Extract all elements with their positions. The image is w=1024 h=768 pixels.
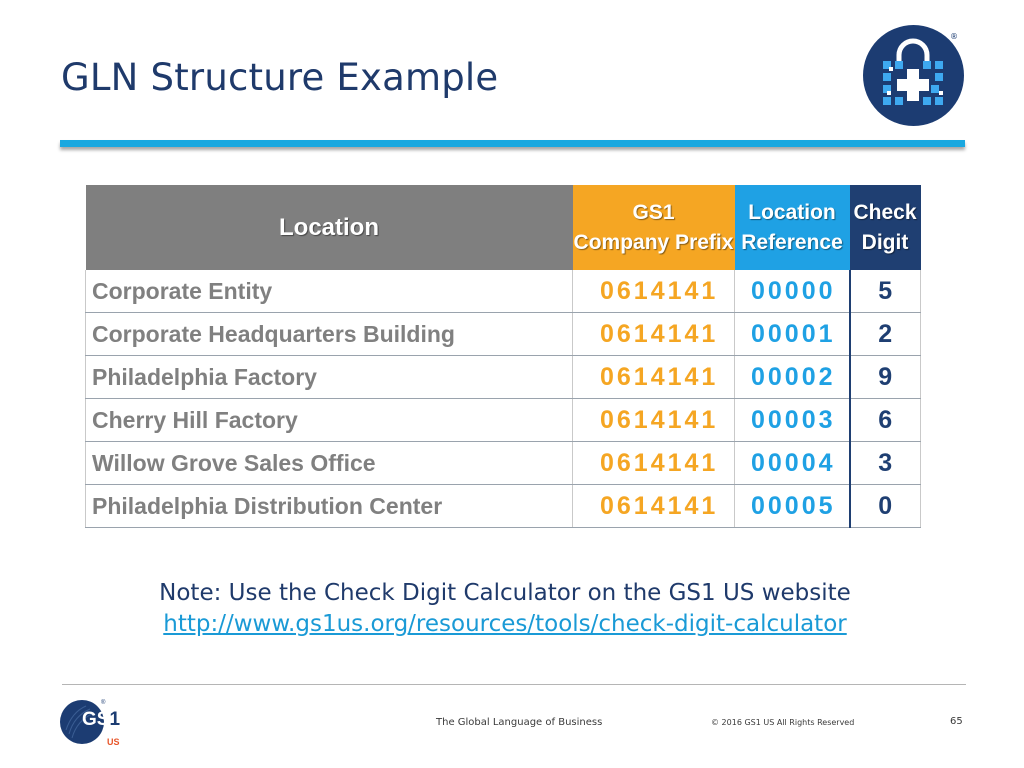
check-digit-cell: 5 — [850, 270, 921, 313]
gs1-logo-country: US — [107, 737, 120, 747]
header-location: Location — [86, 185, 573, 270]
check-digit-note: Note: Use the Check Digit Calculator on the GS1 US website — [159, 580, 851, 606]
check-digit-calculator-link[interactable]: http://www.gs1us.org/resources/tools/check-digit-calculator — [163, 611, 847, 637]
footer-tagline: The Global Language of Business — [436, 717, 603, 728]
check-digit-cell: 3 — [850, 442, 921, 485]
check-digit-cell: 2 — [850, 313, 921, 356]
table-row — [86, 485, 921, 528]
location-cell: Willow Grove Sales Office — [86, 442, 573, 485]
location-cell: Corporate Entity — [86, 270, 573, 313]
header-location-reference — [735, 185, 850, 270]
page-number: 65 — [950, 716, 963, 727]
location-cell: Philadelphia Factory — [86, 356, 573, 399]
location-reference-cell: 00004 — [735, 442, 850, 485]
header-company-prefix-line1: GS1 — [632, 200, 675, 224]
check-digit-calculator-link-row — [0, 611, 1010, 637]
location-cell: Cherry Hill Factory — [86, 399, 573, 442]
table-row — [86, 313, 921, 356]
check-digit-cell: 6 — [850, 399, 921, 442]
company-prefix-cell: 0614141 — [573, 399, 735, 442]
healthcare-barcode-cross-icon — [863, 25, 964, 126]
company-prefix-cell: 0614141 — [573, 270, 735, 313]
check-digit-cell: 0 — [850, 485, 921, 528]
location-reference-cell: 00003 — [735, 399, 850, 442]
company-prefix-cell: 0614141 — [573, 442, 735, 485]
header-location-reference-line1: Location — [748, 200, 836, 224]
company-prefix-cell: 0614141 — [573, 356, 735, 399]
header-check-digit-line2: Digit — [861, 230, 909, 254]
table-row — [86, 442, 921, 485]
gs1-logo-registered: ® — [101, 700, 106, 706]
table-row — [86, 356, 921, 399]
header-location-reference-line2: Reference — [741, 230, 843, 254]
table-row — [86, 270, 921, 313]
company-prefix-cell: 0614141 — [573, 313, 735, 356]
location-reference-cell: 00000 — [735, 270, 850, 313]
footer-divider — [62, 684, 966, 685]
location-reference-cell: 00001 — [735, 313, 850, 356]
footer-copyright: © 2016 GS1 US All Rights Reserved — [711, 718, 855, 727]
registered-mark: ® — [950, 32, 958, 41]
header-company-prefix-line2: Company Prefix — [573, 230, 734, 254]
header-check-digit — [850, 185, 921, 270]
title-divider — [60, 140, 965, 147]
table-row — [86, 399, 921, 442]
gs1-logo-text — [82, 709, 120, 731]
location-cell: Corporate Headquarters Building — [86, 313, 573, 356]
gln-structure-table — [85, 185, 921, 528]
gs1-logo-number: 1 — [109, 709, 121, 730]
company-prefix-cell: 0614141 — [573, 485, 735, 528]
header-check-digit-line1: Check — [853, 200, 917, 224]
check-digit-cell: 9 — [850, 356, 921, 399]
slide-title: GLN Structure Example — [61, 56, 499, 99]
location-cell: Philadelphia Distribution Center — [86, 485, 573, 528]
table-header-row — [86, 185, 921, 270]
location-reference-cell: 00002 — [735, 356, 850, 399]
location-reference-cell: 00005 — [735, 485, 850, 528]
gs1-logo-letters: GS — [82, 709, 110, 730]
header-company-prefix — [573, 185, 735, 270]
